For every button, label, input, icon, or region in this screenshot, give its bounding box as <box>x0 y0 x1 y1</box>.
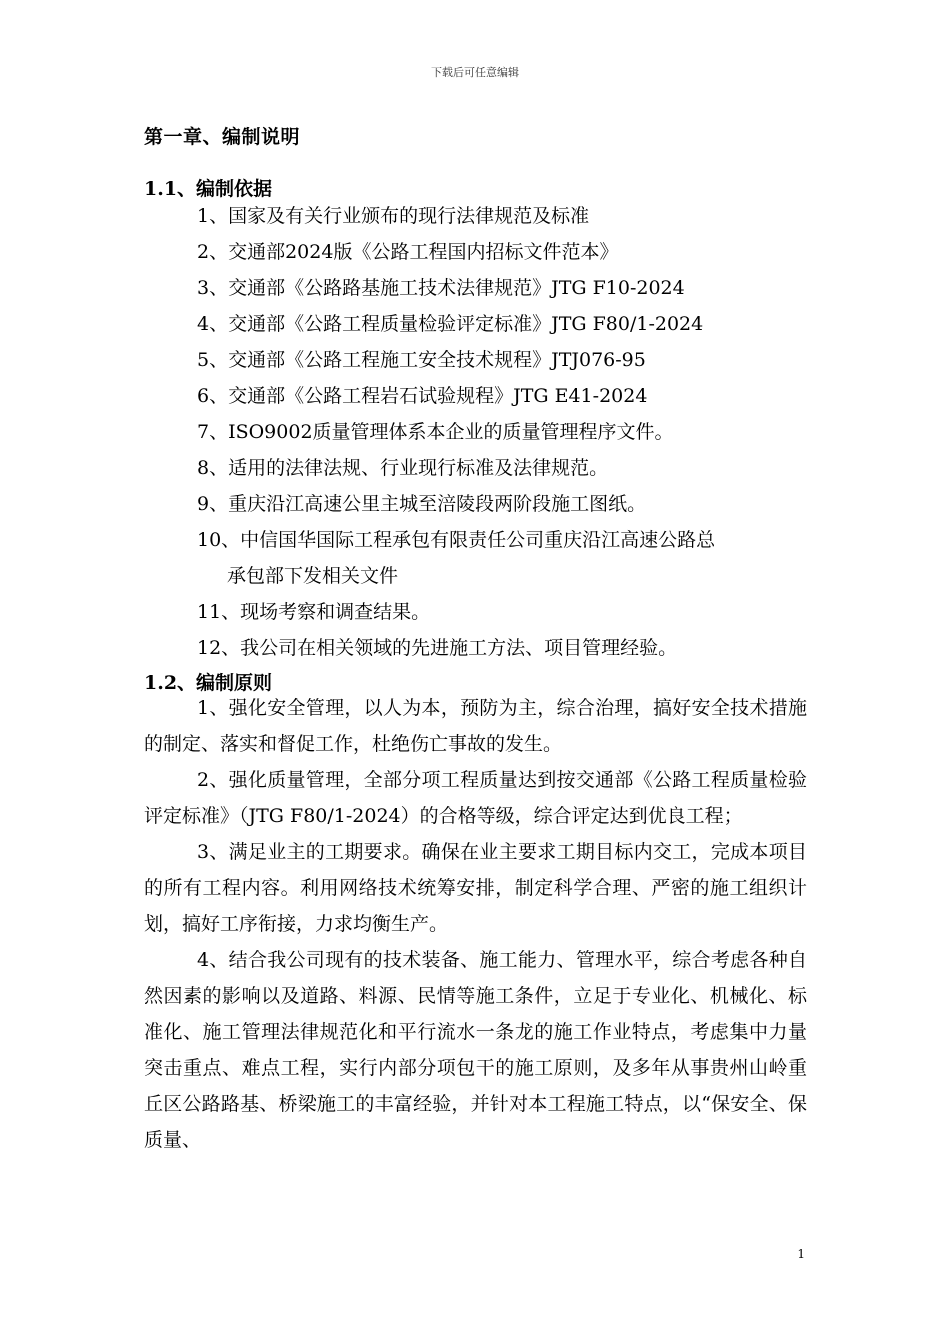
section-title-principles: 1.2、编制原则 <box>144 672 273 694</box>
list-item: 11、现场考察和调查结果。 <box>197 601 431 623</box>
list-item: 3、交通部《公路路基施工技术法律规范》JTG F10-2024 <box>197 277 685 299</box>
list-item: 2、交通部2024版《公路工程国内招标文件范本》 <box>197 241 619 263</box>
list-item: 1、国家及有关行业颁布的现行法律规范及标准 <box>197 205 590 227</box>
list-item-continuation <box>197 558 809 594</box>
list-item: 8、适用的法律法规、行业现行标准及法律规范。 <box>197 457 609 479</box>
chapter-title: 第一章、编制说明 <box>144 126 301 148</box>
list-item: 6、交通部《公路工程岩石试验规程》JTG E41-2024 <box>197 385 648 407</box>
list-item: 4、交通部《公路工程质量检验评定标准》JTG F80/1-2024 <box>197 313 704 335</box>
list-item: 12、我公司在相关领域的先进施工方法、项目管理经验。 <box>197 637 678 659</box>
list-item: 7、ISO9002质量管理体系本企业的质量管理程序文件。 <box>197 421 674 443</box>
principle-paragraph: 2、强化质量管理，全部分项工程质量达到按交通部《公路工程质量检验评定标准》（JTG F80/1-2024）的合格等级，综合评定达到优良工程； <box>144 769 807 827</box>
page-number: 1 <box>797 1247 805 1261</box>
section-title-basis: 1.1、编制依据 <box>144 178 273 200</box>
list-item: 5、交通部《公路工程施工安全技术规程》JTJ076-95 <box>197 349 646 371</box>
principle-paragraph: 4、结合我公司现有的技术装备、施工能力、管理水平，综合考虑各种自然因素的影响以及道路、料源、民情等施工条件，立足于专业化、机械化、标准化、施工管理法律规范化和平行流水一条龙的施工作业特点，考虑集中力量突击重点、难点工程，实行内部分项包干的施工原则，及多年从事贵州山岭重丘区公路路基、桥梁施工的丰富经验，并针对本工程施工特点，以“保安全、保质量、 <box>144 949 807 1151</box>
list-item: 9、重庆沿江高速公里主城至涪陵段两阶段施工图纸。 <box>197 493 647 515</box>
list-item-continuation-text: 承包部下发相关文件 <box>227 565 399 587</box>
list-item: 10、中信国华国际工程承包有限责任公司重庆沿江高速公路总 <box>197 529 716 551</box>
page-header-note: 下载后可任意编辑 <box>431 66 519 79</box>
principles-body <box>144 690 807 1158</box>
principle-paragraph: 1、强化安全管理，以人为本，预防为主，综合治理，搞好安全技术措施的制定、落实和督促工作，杜绝伤亡事故的发生。 <box>144 697 807 755</box>
basis-list <box>197 198 809 666</box>
principle-paragraph: 3、满足业主的工期要求。确保在业主要求工期目标内交工，完成本项目的所有工程内容。利用网络技术统筹安排，制定科学合理、严密的施工组织计划，搞好工序衔接，力求均衡生产。 <box>144 841 807 935</box>
